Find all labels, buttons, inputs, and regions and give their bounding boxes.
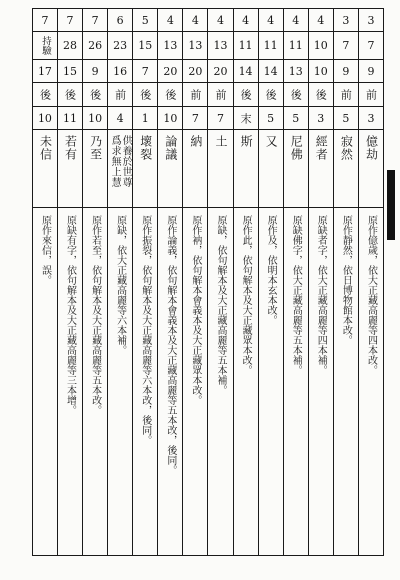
ref-number-b: 13 <box>163 39 178 52</box>
collation-note: 原作振裂，依句解本及大正藏高麗等六本改，後同。 <box>139 215 151 445</box>
collation-note: 原作若至，依句解本及大正藏高麗等五本改。 <box>89 215 101 415</box>
ref-number-b: 11 <box>288 39 303 52</box>
entry-column <box>57 9 82 555</box>
side-marker: 前 <box>113 89 127 100</box>
ref-number-c-cell <box>259 60 283 83</box>
ref-number-a-cell <box>183 9 207 32</box>
ref-number-b-cell <box>158 32 182 60</box>
side-marker: 後 <box>264 89 278 100</box>
collated-term-cell <box>108 130 132 208</box>
ref-number-d: 7 <box>216 111 224 125</box>
ref-number-d: 10 <box>37 111 52 125</box>
collated-term-line: 斯 <box>239 135 254 148</box>
ref-number-a-cell <box>334 9 358 32</box>
collation-note-cell <box>359 208 383 555</box>
ref-number-d-cell <box>158 107 182 130</box>
collated-term-cell <box>284 130 308 208</box>
side-marker: 前 <box>213 89 227 100</box>
collated-term-cell <box>334 130 358 208</box>
collation-note-cell <box>309 208 333 555</box>
side-marker-cell <box>284 83 308 107</box>
ref-number-a-cell <box>158 9 182 32</box>
collated-term-cell <box>158 130 182 208</box>
collated-term-cell <box>58 130 82 208</box>
ref-number-b-cell <box>334 32 358 60</box>
side-marker-cell <box>234 83 258 107</box>
ref-number-b-cell <box>259 32 283 60</box>
ref-number-c-cell <box>309 60 333 83</box>
ref-number-a: 7 <box>41 13 49 27</box>
collated-term <box>364 135 377 161</box>
collation-note: 原缺佛字，依大正藏高麗等五本補。 <box>290 215 302 375</box>
side-marker-cell <box>359 83 383 107</box>
ref-number-a: 5 <box>141 13 149 27</box>
entry-column <box>33 9 57 555</box>
ref-number-a: 3 <box>367 13 375 27</box>
side-marker-cell <box>133 83 157 107</box>
ref-number-c: 15 <box>63 64 78 78</box>
entry-column <box>283 9 308 555</box>
ref-number-d-cell <box>108 107 132 130</box>
ref-number-a-cell <box>359 9 383 32</box>
ref-number-d-cell <box>208 107 232 130</box>
ref-number-c: 20 <box>163 64 178 78</box>
entry-column <box>182 9 207 555</box>
side-marker: 後 <box>239 89 253 100</box>
collated-term <box>164 135 177 161</box>
ref-number-c: 9 <box>367 64 375 78</box>
entry-column <box>132 9 157 555</box>
collation-note-cell <box>158 208 182 555</box>
collated-term <box>38 135 51 161</box>
collated-term-line: 爲求無上慧 <box>109 135 121 188</box>
collation-note: 原作靜然，依日博物館本改。 <box>340 215 352 345</box>
collation-note: 原作衲，依句解本會義本及大正藏眾本改。 <box>189 215 201 405</box>
ref-number-b-cell <box>108 32 132 60</box>
collated-term-line: 未信 <box>38 135 53 161</box>
ref-number-d-cell <box>83 107 107 130</box>
ref-number-d: 3 <box>367 111 375 125</box>
entry-column <box>358 9 383 555</box>
ref-number-d-cell <box>33 107 57 130</box>
ref-number-d: 5 <box>292 111 300 125</box>
ref-number-b-cell <box>133 32 157 60</box>
ref-number-c: 10 <box>313 64 328 78</box>
ref-number-c-cell <box>108 60 132 83</box>
collation-table <box>32 8 384 556</box>
ref-number-c-cell <box>83 60 107 83</box>
side-marker-cell <box>183 83 207 107</box>
ref-number-a: 4 <box>191 13 199 27</box>
collation-note-cell <box>83 208 107 555</box>
ref-number-d-cell <box>309 107 333 130</box>
ref-number-d: 1 <box>141 111 149 125</box>
ref-number-c: 9 <box>91 64 99 78</box>
collated-term-cell <box>259 130 283 208</box>
ref-number-b: 持驗 <box>39 36 51 55</box>
ref-number-c-cell <box>359 60 383 83</box>
collated-term-cell <box>234 130 258 208</box>
ref-number-b-cell <box>359 32 383 60</box>
ref-number-d-cell <box>183 107 207 130</box>
ref-number-a: 3 <box>342 13 350 27</box>
ref-number-b: 15 <box>138 39 153 52</box>
ref-number-b-cell <box>309 32 333 60</box>
ref-number-d-cell <box>334 107 358 130</box>
ref-number-b-cell <box>234 32 258 60</box>
collation-note: 原缺，依句解本及大正藏高麗等五本補。 <box>214 215 226 395</box>
collated-term-line: 經者 <box>314 135 329 161</box>
ref-number-a-cell <box>58 9 82 32</box>
ref-number-b: 7 <box>367 39 375 52</box>
ref-number-a-cell <box>309 9 333 32</box>
ref-number-a-cell <box>133 9 157 32</box>
side-marker-cell <box>58 83 82 107</box>
collated-term <box>139 135 152 161</box>
entry-column <box>308 9 333 555</box>
side-marker: 前 <box>339 89 353 100</box>
ref-number-d-cell <box>133 107 157 130</box>
collated-term-line: 又 <box>264 135 279 148</box>
collated-term-line: 論議 <box>163 135 178 161</box>
ref-number-c: 14 <box>263 64 278 78</box>
ref-number-d: 5 <box>267 111 275 125</box>
entry-column <box>233 9 258 555</box>
ref-number-c: 9 <box>342 64 350 78</box>
collated-term-cell <box>183 130 207 208</box>
collation-note-cell <box>133 208 157 555</box>
ref-number-a-cell <box>33 9 57 32</box>
ref-number-d-cell <box>284 107 308 130</box>
ref-number-d: 11 <box>63 111 78 125</box>
ref-number-c-cell <box>158 60 182 83</box>
ref-number-b: 10 <box>313 39 328 52</box>
ref-number-d: 5 <box>342 111 350 125</box>
entry-column <box>258 9 283 555</box>
ref-number-b-cell <box>284 32 308 60</box>
ref-number-c-cell <box>234 60 258 83</box>
collated-term <box>64 135 77 161</box>
ref-number-c-cell <box>33 60 57 83</box>
collated-term-cell <box>83 130 107 208</box>
side-marker: 後 <box>88 89 102 100</box>
ref-number-a: 4 <box>166 13 174 27</box>
ref-number-d: 3 <box>317 111 325 125</box>
ref-number-c: 20 <box>188 64 203 78</box>
scan-edge-mark <box>387 170 395 240</box>
ref-number-c: 13 <box>288 64 303 78</box>
ref-number-c: 14 <box>238 64 253 78</box>
collated-term-line: 供養於世尊 <box>120 135 132 188</box>
collation-note-cell <box>33 208 57 555</box>
ref-number-c-cell <box>183 60 207 83</box>
collated-term <box>214 135 227 148</box>
ref-number-b-cell <box>33 32 57 60</box>
ref-number-b-cell <box>58 32 82 60</box>
collated-term-line: 寂然 <box>339 135 354 161</box>
collated-term <box>314 135 327 161</box>
side-marker-cell <box>108 83 132 107</box>
side-marker-cell <box>208 83 232 107</box>
collated-term <box>264 135 277 148</box>
ref-number-d: 10 <box>88 111 103 125</box>
collated-term <box>239 135 252 148</box>
collated-term-cell <box>309 130 333 208</box>
entry-column <box>82 9 107 555</box>
collated-term-cell <box>359 130 383 208</box>
collation-note: 原作論義，依句解本會義本及大正藏高麗等五本改，後同。 <box>164 215 176 475</box>
collated-term-line: 土 <box>213 135 228 148</box>
collation-note: 原缺有字，依句解本及大正藏高麗等三本增。 <box>64 215 76 415</box>
collated-term-line: 納 <box>188 135 203 148</box>
collation-note-cell <box>234 208 258 555</box>
ref-number-b: 23 <box>113 39 128 52</box>
ref-number-a: 4 <box>317 13 325 27</box>
side-marker: 後 <box>63 89 77 100</box>
side-marker-cell <box>33 83 57 107</box>
side-marker-cell <box>259 83 283 107</box>
entry-column <box>157 9 182 555</box>
ref-number-c-cell <box>284 60 308 83</box>
side-marker-cell <box>309 83 333 107</box>
collation-note-cell <box>183 208 207 555</box>
ref-number-c: 17 <box>37 64 52 78</box>
ref-number-d-cell <box>58 107 82 130</box>
collated-term <box>289 135 302 161</box>
collation-note-cell <box>58 208 82 555</box>
ref-number-a-cell <box>208 9 232 32</box>
collation-note-cell <box>334 208 358 555</box>
ref-number-c: 16 <box>113 64 128 78</box>
collated-term-line: 乃至 <box>88 135 103 161</box>
ref-number-b: 11 <box>238 39 253 52</box>
ref-number-b: 28 <box>63 39 78 52</box>
collation-note-cell <box>284 208 308 555</box>
ref-number-b-cell <box>183 32 207 60</box>
ref-number-b: 13 <box>213 39 228 52</box>
ref-number-a-cell <box>284 9 308 32</box>
collation-note: 原作來信，誤。 <box>39 215 51 285</box>
collated-term <box>189 135 202 148</box>
ref-number-c: 7 <box>141 64 149 78</box>
ref-number-c-cell <box>133 60 157 83</box>
collation-note: 原缺者字，依大正藏高麗等四本補。 <box>315 215 327 375</box>
ref-number-b-cell <box>208 32 232 60</box>
collated-term-cell <box>33 130 57 208</box>
collated-term <box>89 135 102 161</box>
collation-note-cell <box>108 208 132 555</box>
side-marker: 後 <box>314 89 328 100</box>
ref-number-a-cell <box>259 9 283 32</box>
side-marker: 後 <box>38 89 52 100</box>
ref-number-d: 4 <box>116 111 124 125</box>
collated-term-line: 億劫 <box>364 135 379 161</box>
ref-number-a: 4 <box>267 13 275 27</box>
ref-number-b: 13 <box>188 39 203 52</box>
collation-note: 原缺，依大正藏高麗等六本補。 <box>114 215 126 355</box>
ref-number-a-cell <box>108 9 132 32</box>
ref-number-d-cell <box>234 107 258 130</box>
ref-number-a: 4 <box>216 13 224 27</box>
collated-term-cell <box>133 130 157 208</box>
entry-column <box>207 9 232 555</box>
ref-number-c-cell <box>58 60 82 83</box>
ref-number-c-cell <box>334 60 358 83</box>
ref-number-b-cell <box>83 32 107 60</box>
collation-note: 原作及，依明本玄本改。 <box>265 215 277 325</box>
ref-number-b: 7 <box>342 39 350 52</box>
ref-number-a: 6 <box>116 13 124 27</box>
collation-note: 原作億歲，依大正藏高麗等四本改。 <box>365 215 377 375</box>
side-marker: 前 <box>188 89 202 100</box>
ref-number-c: 20 <box>213 64 228 78</box>
collated-term-cell <box>208 130 232 208</box>
side-marker: 後 <box>138 89 152 100</box>
ref-number-b: 11 <box>263 39 278 52</box>
collation-note-cell <box>259 208 283 555</box>
side-marker: 後 <box>163 89 177 100</box>
ref-number-a-cell <box>234 9 258 32</box>
collation-note-cell <box>208 208 232 555</box>
collated-term <box>109 135 131 188</box>
side-marker-cell <box>334 83 358 107</box>
collation-note: 原作此，依句解本及大正藏眾本改。 <box>240 215 252 375</box>
ref-number-d: 末 <box>239 112 253 124</box>
ref-number-a: 4 <box>292 13 300 27</box>
side-marker: 前 <box>364 89 378 100</box>
collated-term <box>339 135 352 161</box>
side-marker-cell <box>83 83 107 107</box>
collated-term-line: 壞裂 <box>138 135 153 161</box>
side-marker-cell <box>158 83 182 107</box>
ref-number-d: 10 <box>163 111 178 125</box>
ref-number-d: 7 <box>191 111 199 125</box>
ref-number-a: 7 <box>66 13 74 27</box>
entry-column <box>333 9 358 555</box>
ref-number-a: 4 <box>242 13 250 27</box>
side-marker: 後 <box>289 89 303 100</box>
ref-number-b: 26 <box>88 39 103 52</box>
entry-column <box>107 9 132 555</box>
collated-term-line: 尼佛 <box>289 135 304 161</box>
ref-number-c-cell <box>208 60 232 83</box>
ref-number-d-cell <box>259 107 283 130</box>
ref-number-a: 7 <box>91 13 99 27</box>
ref-number-d-cell <box>359 107 383 130</box>
collated-term-line: 若有 <box>63 135 78 161</box>
ref-number-a-cell <box>83 9 107 32</box>
